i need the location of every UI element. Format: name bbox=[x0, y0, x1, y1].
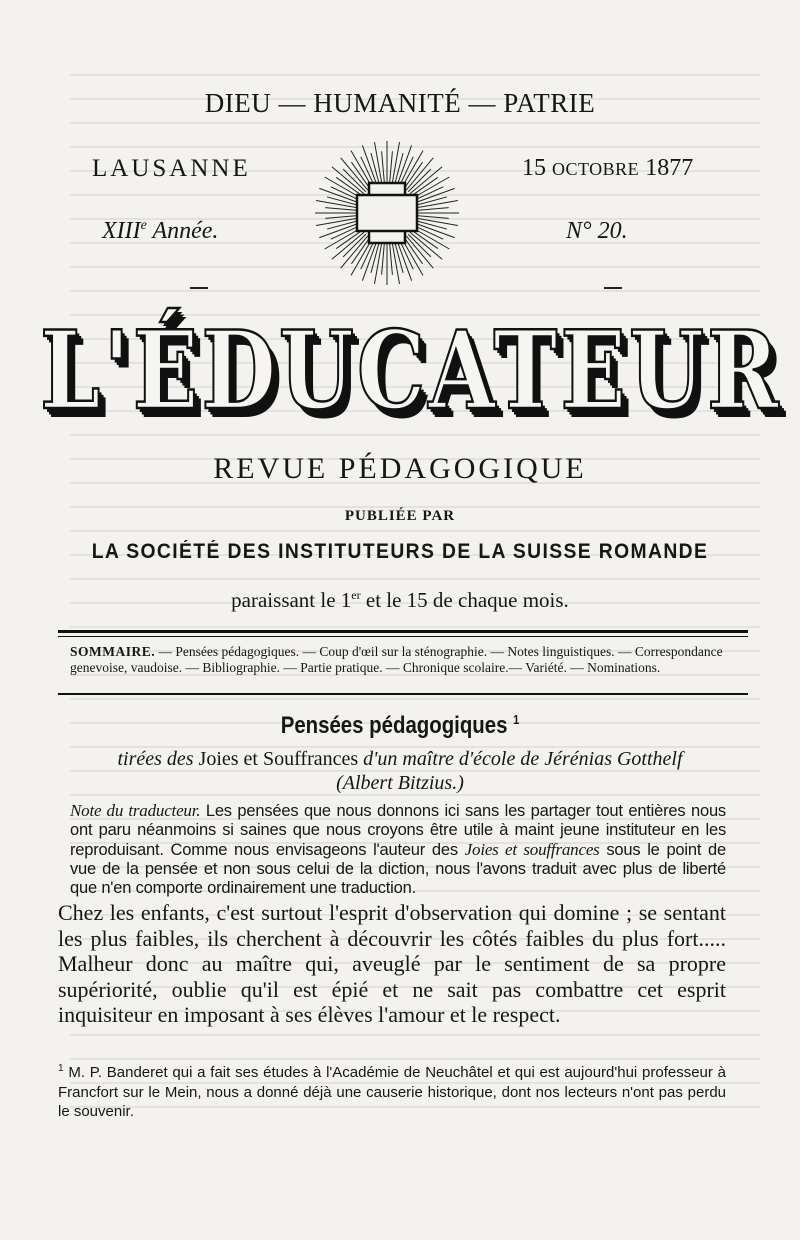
article-title-text: Pensées pédagogiques bbox=[280, 712, 508, 739]
sunburst-ray bbox=[382, 243, 385, 275]
publication-frequency bbox=[0, 588, 800, 613]
date-month: OCTOBRE bbox=[552, 159, 640, 179]
society-name: LA SOCIÉTÉ DES INSTITUTEURS DE LA SUISSE ROMANDE bbox=[91, 540, 709, 563]
frequency-text-b: et le 15 de chaque mois. bbox=[360, 588, 569, 612]
published-by: PUBLIÉE PAR bbox=[344, 508, 456, 524]
sunburst-ray bbox=[417, 216, 449, 219]
subtitle-part-c: d'un maître d'école de Jérénias Gotthelf bbox=[363, 748, 683, 770]
summary-bottom-rule bbox=[58, 693, 748, 695]
sunburst-ray bbox=[325, 177, 361, 198]
sunburst-ray bbox=[404, 238, 422, 264]
sunburst-ray bbox=[316, 218, 357, 225]
sunburst-ray bbox=[412, 177, 438, 195]
footnote bbox=[58, 1059, 726, 1122]
subtitle-part-b: Joies et Souffrances bbox=[193, 748, 364, 770]
header-rule-right bbox=[604, 287, 622, 289]
sunburst-ray bbox=[412, 230, 438, 248]
note-text-b: sous le point de vue de la pensée et non sous celui de la diction, nous l'avons traduit avec plus de liberté que n'en comporte ordinairement une traduction. bbox=[70, 841, 726, 897]
issue-date bbox=[522, 155, 693, 182]
frequency-sup: er bbox=[351, 588, 361, 602]
sunburst-ray bbox=[408, 169, 431, 192]
swiss-cross-emblem-icon bbox=[312, 138, 462, 288]
subtitle-part-a: tirées des bbox=[117, 748, 194, 770]
frequency-text-a: paraissant le 1 bbox=[231, 588, 352, 612]
sunburst-ray bbox=[343, 234, 366, 257]
sunburst-ray bbox=[413, 228, 449, 249]
sunburst-ray bbox=[392, 243, 399, 284]
sunburst-ray bbox=[325, 216, 357, 219]
sunburst-ray bbox=[413, 177, 449, 198]
sunburst-ray bbox=[351, 162, 369, 188]
place-label: LAUSANNE bbox=[92, 155, 251, 182]
article-author: (Albert Bitzius.) bbox=[336, 772, 464, 794]
issue-number: N° 20. bbox=[566, 218, 628, 244]
summary bbox=[70, 644, 740, 676]
year-number: XIII bbox=[102, 218, 141, 244]
sunburst-ray bbox=[343, 169, 366, 192]
sunburst-ray bbox=[390, 243, 393, 275]
sunburst-ray bbox=[417, 218, 458, 225]
note-text-a: Les pensées que nous donnons ici sans les partager tout entières nous ont paru néanmoins si saines que nous croyons être utile à maint jeune instituteur en les reproduisant. Comme nous envisageons l'auteur des bbox=[70, 802, 726, 859]
sunburst-ray bbox=[417, 208, 449, 211]
summary-top-rule bbox=[58, 630, 748, 633]
footnote-mark: 1 bbox=[58, 1063, 64, 1074]
footnote-text: M. P. Banderet qui a fait ses études à l'Académie de Neuchâtel et qui est aujourd'hui professeur à Francfort sur le Mein, nous a donné déjà une causerie historique, dont nos lecteurs n'ont pas perdu le souvenir. bbox=[58, 1064, 726, 1120]
note-label: Note du traducteur. bbox=[70, 801, 201, 820]
note-italic: Joies et souffrances bbox=[464, 840, 600, 859]
sunburst-ray bbox=[374, 142, 381, 183]
sunburst-ray bbox=[316, 200, 357, 207]
sunburst-ray bbox=[408, 234, 431, 257]
article-subtitle bbox=[60, 748, 740, 771]
sunburst-ray bbox=[374, 243, 381, 284]
footnote-ref: 1 bbox=[513, 712, 520, 727]
sunburst-ray bbox=[336, 177, 362, 195]
sunburst-ray bbox=[417, 200, 458, 207]
sunburst-ray bbox=[351, 238, 369, 264]
date-year: 1877 bbox=[645, 155, 694, 181]
sunburst-ray bbox=[402, 239, 423, 275]
date-day: 15 bbox=[522, 155, 546, 181]
article-title bbox=[60, 712, 740, 740]
sunburst-ray bbox=[336, 230, 362, 248]
summary-label: SOMMAIRE. bbox=[70, 644, 156, 659]
masthead-subtitle: REVUE PÉDAGOGIQUE bbox=[213, 452, 587, 485]
sunburst-ray bbox=[404, 162, 422, 188]
motto: DIEU — HUMANITÉ — PATRIE bbox=[204, 88, 596, 118]
sunburst-ray bbox=[351, 151, 372, 187]
article-body: Chez les enfants, c'est surtout l'esprit d'observation qui domine ; se sentant les plus faibles, ils cherchent à découvrir les côtés faibles du plus fort..... Malheur donc au maître qui, aveuglé par le sentiment de sa propre supériorité, oublie qu'il est épié et ne sait pas combattre cet esprit inquisiteur en imposant à ses élèves l'amour et le respect. bbox=[58, 900, 726, 1027]
sunburst-ray bbox=[402, 151, 423, 187]
sunburst-ray bbox=[392, 142, 399, 183]
sunburst-ray bbox=[325, 208, 357, 211]
sunburst-ray bbox=[390, 151, 393, 183]
year-word: Année. bbox=[152, 218, 219, 244]
translator-note bbox=[70, 801, 726, 898]
sunburst-ray bbox=[382, 151, 385, 183]
year-label bbox=[102, 218, 218, 245]
sunburst-ray bbox=[351, 239, 372, 275]
summary-text: — Pensées pédagogiques. — Coup d'œil sur la sténographie. — Notes linguistiques. — Correspondance genevoise, vaudoise. — Bibliographie. — Partie pratique. — Chronique scolaire.— Variété. — Nominations. bbox=[70, 644, 723, 675]
masthead-title: L'ÉDUCATEUR bbox=[40, 308, 782, 435]
header-rule-left bbox=[190, 287, 208, 289]
sunburst-ray bbox=[325, 228, 361, 249]
summary-top-rule-thin bbox=[58, 636, 748, 637]
year-suffix: e bbox=[140, 218, 147, 233]
